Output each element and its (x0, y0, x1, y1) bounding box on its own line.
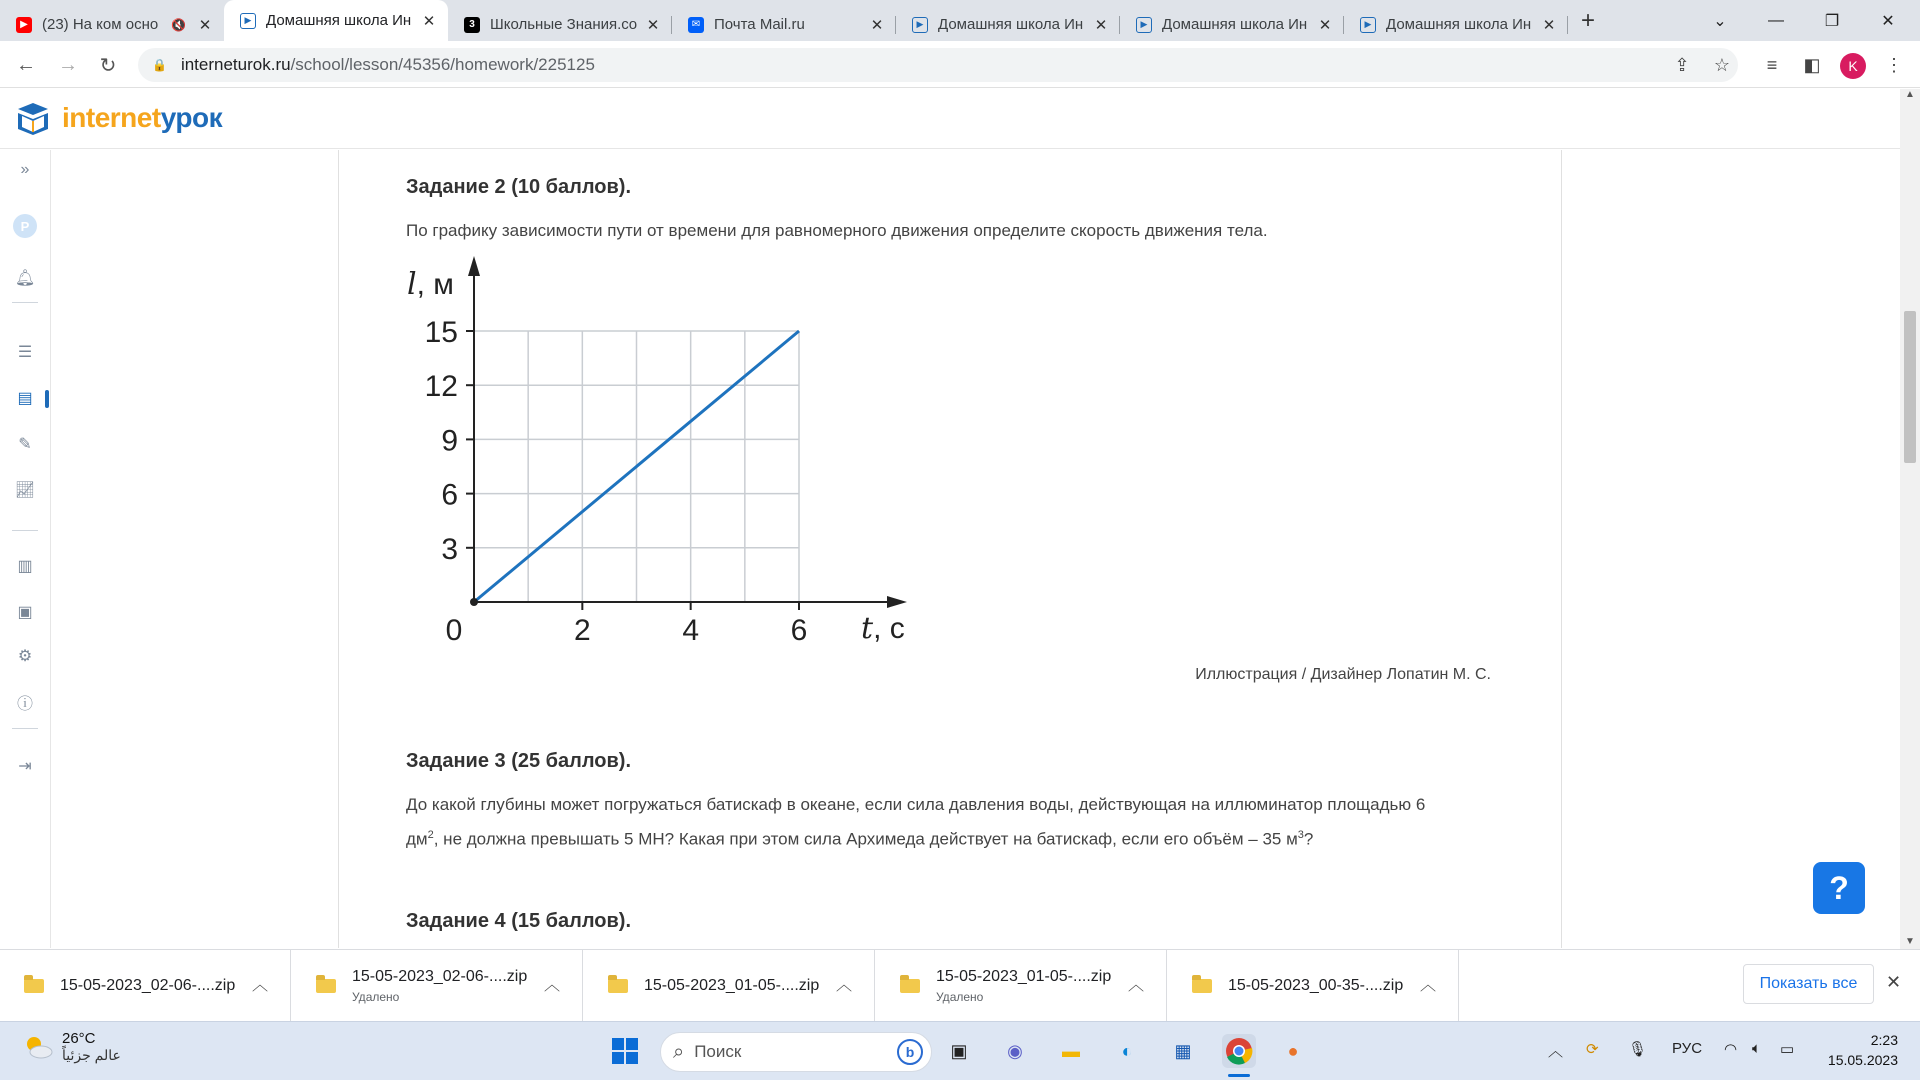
logo-book-icon (14, 99, 52, 137)
windows-taskbar (0, 1021, 1920, 1080)
microphone-icon[interactable]: 🎙︎ (1628, 1041, 1648, 1058)
scroll-down-arrow[interactable]: ▼ (1905, 936, 1915, 947)
sync-icon[interactable]: ⟳ (1586, 1041, 1599, 1058)
chevron-up-icon[interactable]: ︿ (835, 977, 852, 994)
tray-overflow-chevron-icon[interactable]: ︿ (1548, 1043, 1564, 1060)
browser-tab[interactable] (896, 8, 1120, 41)
zip-folder-icon (24, 979, 44, 993)
sidebar-divider (12, 530, 38, 531)
browser-tab[interactable] (1120, 8, 1344, 41)
zip-folder-icon (608, 979, 628, 993)
volume-icon[interactable]: 🔈︎ (1752, 1040, 1762, 1057)
y-axis-arrow (468, 256, 480, 276)
task-view-icon[interactable]: ▣ (950, 1040, 968, 1061)
edge-browser-icon[interactable]: ◐ (1121, 1040, 1133, 1061)
search-icon: ⌕ (673, 1040, 685, 1063)
browser-tab[interactable] (448, 8, 672, 41)
download-filename: 15-05-2023_01-05-....zip (936, 968, 1112, 985)
task3-text-line2: $дм^2$, не должна превышать 5 МН? Какая при этом сила Архимеда действует на батискаф, если его объём – 35 $м^3$? (406, 829, 1314, 849)
page-scrollbar[interactable] (1900, 89, 1920, 949)
browser-tab[interactable] (0, 8, 224, 41)
teams-chat-icon[interactable]: ◉ (1007, 1040, 1023, 1061)
weather-condition: عالم جزئياً (62, 1047, 121, 1063)
logo-text-part2: урок (160, 102, 223, 133)
restore-icon[interactable]: ❐ (1824, 12, 1840, 30)
active-indicator (45, 390, 49, 408)
share-icon[interactable]: ⇪ (1674, 54, 1690, 75)
download-filename: 15-05-2023_02-06-....zip (60, 977, 236, 994)
browser-tab[interactable] (1344, 8, 1568, 41)
interneturok-icon: ▶ (1360, 17, 1376, 33)
close-tab-icon[interactable]: ✕ (1318, 16, 1332, 34)
url-host: interneturok.ru (180, 55, 291, 74)
interneturok-icon: ▶ (912, 17, 928, 33)
mail-icon: ✉ (688, 17, 704, 33)
download-item[interactable] (876, 950, 1167, 1022)
forward-icon[interactable]: → (58, 53, 78, 76)
language-indicator[interactable]: РУС (1672, 1040, 1703, 1057)
x-axis-label: t, с (861, 611, 905, 646)
logo-text-part1: internet (62, 102, 161, 133)
speaker-muted-icon[interactable]: 🔇 (171, 17, 186, 32)
weather-widget[interactable] (22, 1030, 121, 1064)
download-filename: 15-05-2023_00-35-....zip (1228, 977, 1404, 994)
close-tab-icon[interactable]: ✕ (646, 16, 660, 34)
y-tick-label: 9 (441, 424, 458, 458)
close-tab-icon[interactable]: ✕ (1542, 16, 1556, 34)
notes-icon[interactable]: ✎ (18, 436, 32, 453)
close-download-bar-icon[interactable]: ✕ (1886, 972, 1902, 992)
sidebar-divider (12, 302, 38, 303)
download-item[interactable] (1168, 950, 1459, 1022)
url-path: /school/lesson/45356/homework/225125 (290, 55, 595, 74)
side-panel-icon[interactable]: ◧ (1803, 54, 1821, 75)
download-status: Удалено (936, 990, 984, 1004)
interneturok-icon: ▶ (240, 13, 256, 29)
origin-point (470, 598, 478, 606)
chevron-up-icon[interactable]: ︿ (251, 977, 268, 994)
chevron-up-icon[interactable]: ︿ (543, 977, 560, 994)
start-windows-icon[interactable] (608, 1034, 642, 1068)
wifi-icon[interactable]: ◠ (1724, 1041, 1738, 1058)
expand-sidebar-icon[interactable]: » (20, 161, 30, 178)
y-tick-label: 3 (441, 532, 458, 566)
close-tab-icon[interactable]: ✕ (870, 16, 884, 34)
download-filename: 15-05-2023_02-06-....zip (352, 968, 528, 985)
address-toolbar (0, 41, 1920, 88)
tab-title: Почта Mail.ru (714, 16, 805, 33)
back-icon[interactable]: ← (16, 53, 36, 76)
tab-title: Домашняя школа Ин (1386, 16, 1532, 33)
interneturok-icon: ▶ (1136, 17, 1152, 33)
wallet-icon[interactable]: ▣ (17, 604, 33, 621)
task2-text: По графику зависимости пути от времени для равномерного движения определите скорость движения тела. (406, 221, 1268, 240)
illustration-credit: Иллюстрация / Дизайнер Лопатин М. С. (1195, 666, 1491, 683)
menu-kebab-icon[interactable]: ⋮ (1885, 54, 1903, 75)
media-queue-icon[interactable]: ≡ (1766, 54, 1778, 75)
chrome-active-indicator (1228, 1074, 1250, 1077)
tab-strip (0, 0, 1920, 41)
distance-time-chart (399, 254, 919, 654)
download-item[interactable] (0, 950, 291, 1022)
close-tab-icon[interactable]: ✕ (422, 12, 436, 30)
site-logo[interactable] (14, 99, 222, 137)
tab-title: Домашняя школа Ин (938, 16, 1084, 33)
new-tab-button[interactable]: + (1580, 6, 1595, 34)
download-item[interactable] (584, 950, 875, 1022)
zip-folder-icon (900, 979, 920, 993)
download-filename: 15-05-2023_01-05-....zip (644, 977, 820, 994)
bookmark-star-icon[interactable]: ☆ (1713, 54, 1731, 75)
homework-icon[interactable]: ▤ (17, 390, 33, 407)
notification-bell-icon[interactable]: 🔔︎ (14, 270, 36, 287)
system-clock[interactable] (1814, 1030, 1898, 1070)
minimize-icon[interactable]: — (1768, 11, 1784, 29)
search-placeholder: Поиск (694, 1042, 742, 1061)
znanija-icon: 3 (464, 17, 480, 33)
task2-title: Задание 2 (10 баллов). (406, 176, 632, 198)
settings-gear-icon[interactable]: ⚙ (17, 648, 33, 665)
chart-ticks (425, 316, 808, 647)
tab-search-icon[interactable]: ⌄ (1713, 12, 1727, 30)
profile-avatar[interactable]: K (1840, 53, 1866, 79)
download-item[interactable] (292, 950, 583, 1022)
tab-title: (23) На ком осно (42, 16, 159, 33)
logout-icon[interactable]: ⇥ (18, 758, 32, 775)
x-axis-arrow (887, 596, 907, 608)
help-button[interactable]: ? (1813, 862, 1865, 914)
battery-icon[interactable]: ▭ (1780, 1041, 1795, 1058)
y-tick-label: 15 (424, 316, 458, 349)
tab-title: Домашняя школа Ин (266, 12, 412, 29)
homework-content (338, 150, 1562, 948)
chevron-up-icon[interactable]: ︿ (1127, 977, 1144, 994)
microsoft-store-icon[interactable]: ▦ (1174, 1040, 1192, 1061)
taskbar-search[interactable] (660, 1032, 932, 1072)
clock-date: 15.05.2023 (1827, 1052, 1898, 1068)
scroll-up-arrow[interactable]: ▲ (1905, 89, 1915, 100)
bing-icon[interactable]: b (897, 1039, 923, 1065)
site-header (0, 89, 1900, 149)
left-sidebar (0, 150, 51, 948)
reload-icon[interactable]: ↻ (99, 54, 117, 77)
tab-title: Домашняя школа Ин (1162, 16, 1308, 33)
stats-chart-icon[interactable]: 📈︎ (14, 482, 36, 499)
browser-tab-active[interactable] (224, 0, 448, 41)
x-tick-label: 4 (682, 614, 700, 647)
tab-separator (1567, 16, 1568, 34)
chart-axes (468, 256, 907, 608)
chart-series (470, 331, 799, 606)
x-tick-label: 2 (573, 614, 591, 647)
file-explorer-icon[interactable]: ▬ (1062, 1040, 1080, 1061)
fl-studio-icon[interactable]: ● (1287, 1040, 1299, 1061)
y-axis-label: l, м (407, 267, 454, 302)
temperature: 26°C (62, 1030, 96, 1047)
show-all-downloads-button[interactable]: Показать все (1743, 964, 1874, 1004)
task4-title: Задание 4 (15 баллов). (406, 910, 632, 932)
tab-title: Школьные Знания.co (490, 16, 638, 33)
task3-text-line1: До какой глубины может погружаться батискаф в океане, если сила давления воды, действующая на иллюминатор площадью 6 (406, 795, 1426, 814)
url-bar[interactable] (138, 48, 1738, 82)
help-circle-icon[interactable]: ⓘ (16, 695, 33, 713)
lock-icon[interactable]: 🔒 (152, 58, 167, 72)
partly-cloudy-icon (22, 1033, 54, 1061)
chrome-icon[interactable] (1222, 1034, 1256, 1068)
zip-folder-icon (316, 979, 336, 993)
close-window-icon[interactable]: ✕ (1881, 12, 1895, 30)
x-tick-label: 0 (445, 614, 463, 647)
close-tab-icon[interactable]: ✕ (1094, 16, 1108, 34)
zip-folder-icon (1192, 979, 1212, 993)
close-tab-icon[interactable]: ✕ (198, 16, 212, 34)
clock-time: 2:23 (1870, 1032, 1898, 1048)
list-icon[interactable]: ☰ (17, 344, 33, 361)
journal-icon[interactable]: ▥ (17, 558, 33, 575)
y-tick-label: 6 (441, 478, 458, 512)
download-status: Удалено (352, 990, 400, 1004)
sidebar-divider (12, 728, 38, 729)
task3-title: Задание 3 (25 баллов). (406, 750, 632, 772)
y-tick-label: 12 (424, 370, 458, 404)
x-tick-label: 6 (790, 614, 808, 647)
download-bar (0, 949, 1920, 1021)
scrollbar-thumb[interactable] (1904, 311, 1916, 463)
premium-badge-icon[interactable]: P (13, 214, 37, 238)
browser-tab[interactable] (672, 8, 896, 41)
chevron-up-icon[interactable]: ︿ (1419, 977, 1436, 994)
youtube-icon: ▶ (16, 17, 32, 33)
